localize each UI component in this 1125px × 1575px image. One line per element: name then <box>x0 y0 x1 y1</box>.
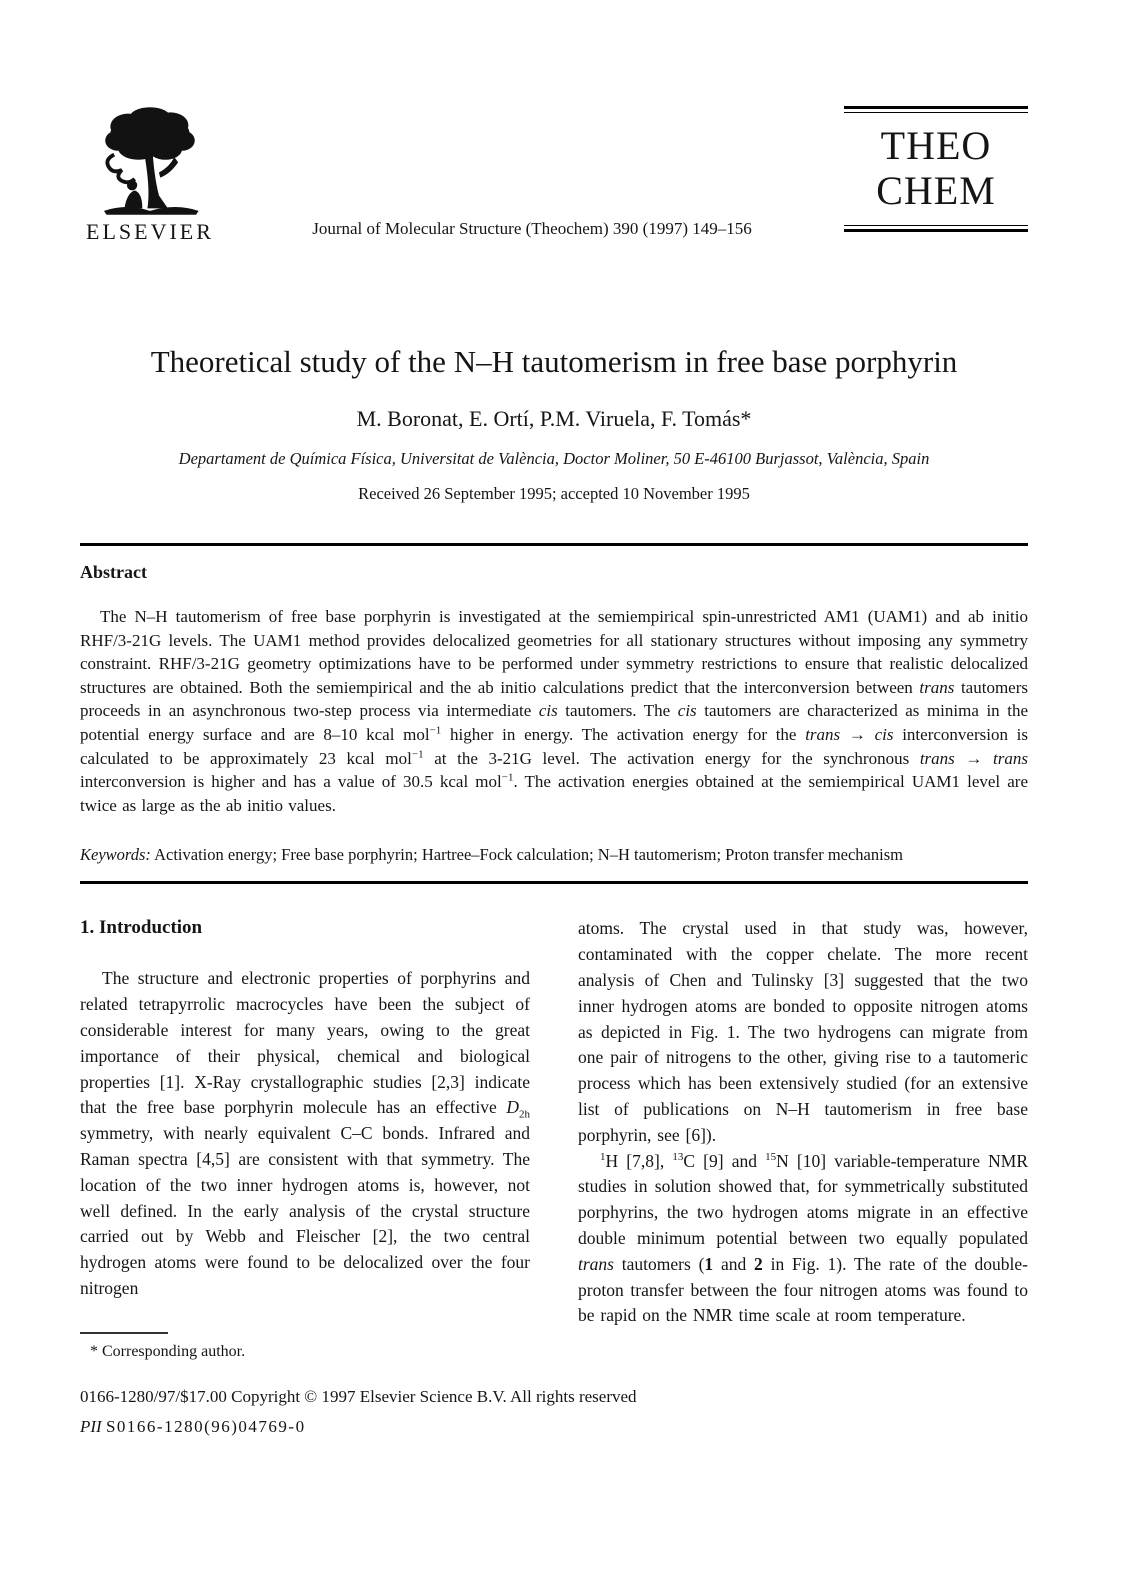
abstract-rule-top <box>80 543 1028 546</box>
pii-label: PII <box>80 1416 102 1436</box>
intro-paragraph-left: The structure and electronic properties of porphyrins and related tetrapyrrolic macrocycles have been the subject of considerable interest for many years, owing to the great importance of their physical, chemical and biological properties [1]. X-Ray crystallographic studies [2,3] indicate that the free base porphyrin molecule has an effective $D_{2h}$ symmetry, with nearly equivalent C–C bonds. Infrared and Raman spectra [4,5] are consistent with that symmetry. The location of the two inner hydrogen atoms is, however, not well defined. In the early analysis of the crystal structure carried out by Webb and Fleischer [2], the two central hydrogen atoms were found to be delocalized over the four nitrogen <box>80 968 530 1298</box>
footnote-block <box>80 1332 530 1362</box>
corresponding-author-footnote: * Corresponding author. <box>90 1343 246 1360</box>
elsevier-tree-logo-icon <box>80 106 220 216</box>
journal-header <box>80 0 1028 245</box>
publisher-name: ELSEVIER <box>86 219 214 244</box>
pii-value: S0166-1280(96)04769-0 <box>105 1416 306 1436</box>
abstract-rule-bottom <box>80 881 1028 884</box>
brand-rule-bottom-thin <box>844 225 1028 226</box>
copyright-line: 0166-1280/97/$17.00 Copyright © 1997 Elsevier Science B.V. All rights reserved <box>80 1387 637 1406</box>
article-authors: M. Boronat, E. Ortí, P.M. Viruela, F. Tomás* <box>356 406 752 431</box>
keywords-label: Keywords: <box>80 845 151 865</box>
brand-rule-bottom-thick <box>844 229 1028 232</box>
article-received-dates: Received 26 September 1995; accepted 10 November 1995 <box>358 484 750 503</box>
brand-line-2: CHEM <box>876 168 996 213</box>
page-footer <box>80 1382 637 1441</box>
abstract-text: The N–H tautomerism of free base porphyrin is investigated at the semiempirical spin-unrestricted AM1 (UAM1) and ab initio RHF/3-21G levels. The UAM1 method provides delocalized geometries for all stationary structures without imposing any symmetry constraint. RHF/3-21G geometry optimizations have to be performed under symmetry restrictions to ensure that realistic delocalized structures are obtained. Both the semiempirical and the ab initio calculations predict that the interconversion between trans tautomers proceeds in an asynchronous two-step process via intermediate cis tautomers. The cis tautomers are characterized as minima in the potential energy surface and are 8–10 kcal mol$^{-1}$ higher in energy. The activation energy for the trans → cis interconversion is calculated to be approximately 23 kcal mol$^{-1}$ at the 3-21G level. The activation energy for the synchronous trans → trans interconversion is higher and has a value of 30.5 kcal mol$^{-1}$. The activation energies obtained at the semiempirical UAM1 level are twice as large as the ab initio values. <box>80 607 1029 815</box>
intro-paragraph-right-1: atoms. The crystal used in that study was, however, contaminated with the copper chelate. The more recent analysis of Chen and Tulinsky [3] suggested that the two inner hydrogen atoms are bonded to opposite nitrogen atoms as depicted in Fig. 1. The two hydrogens can migrate from one pair of nitrogens to the other, giving rise to a tautomeric process which has been extensively studied (for an extensive list of publications on N–H tautomerism in free base porphyrin, see [6]). <box>578 918 1028 1145</box>
body-columns <box>80 916 1028 1329</box>
article-affiliation: Departament de Química Física, Universitat de València, Doctor Moliner, 50 E-46100 Burjassot, València, Spain <box>178 449 930 468</box>
pii-line <box>80 1412 637 1442</box>
brand-line-1: THEO <box>880 123 992 168</box>
journal-citation: Journal of Molecular Structure (Theochem) 390 (1997) 149–156 <box>312 219 752 238</box>
publisher-logo-block <box>80 106 220 245</box>
journal-brand-block <box>844 106 1028 245</box>
keywords-line <box>80 844 1028 865</box>
right-column <box>578 916 1028 1329</box>
keywords-text: Activation energy; Free base porphyrin; Hartree–Fock calculation; N–H tautomerism; Proton transfer mechanism <box>150 845 903 865</box>
journal-brand-name <box>844 113 1028 225</box>
abstract-heading: Abstract <box>80 562 147 582</box>
intro-paragraph-right-2: $^1$H [7,8], $^{13}$C [9] and $^{15}$N [10] variable-temperature NMR studies in solution showed that, for symmetrically substituted porphyrins, the two hydrogen atoms migrate in an effective double minimum potential between two equally populated trans tautomers (1 and 2 in Fig. 1). The rate of the double-proton transfer between the four nitrogen atoms was found to be rapid on the NMR time scale at room temperature. <box>578 1150 1028 1326</box>
section-heading-introduction: 1. Introduction <box>80 917 203 939</box>
article-title: Theoretical study of the N–H tautomerism in free base porphyrin <box>150 344 958 379</box>
brand-rule-top-thick <box>844 106 1028 109</box>
left-column <box>80 916 530 1329</box>
